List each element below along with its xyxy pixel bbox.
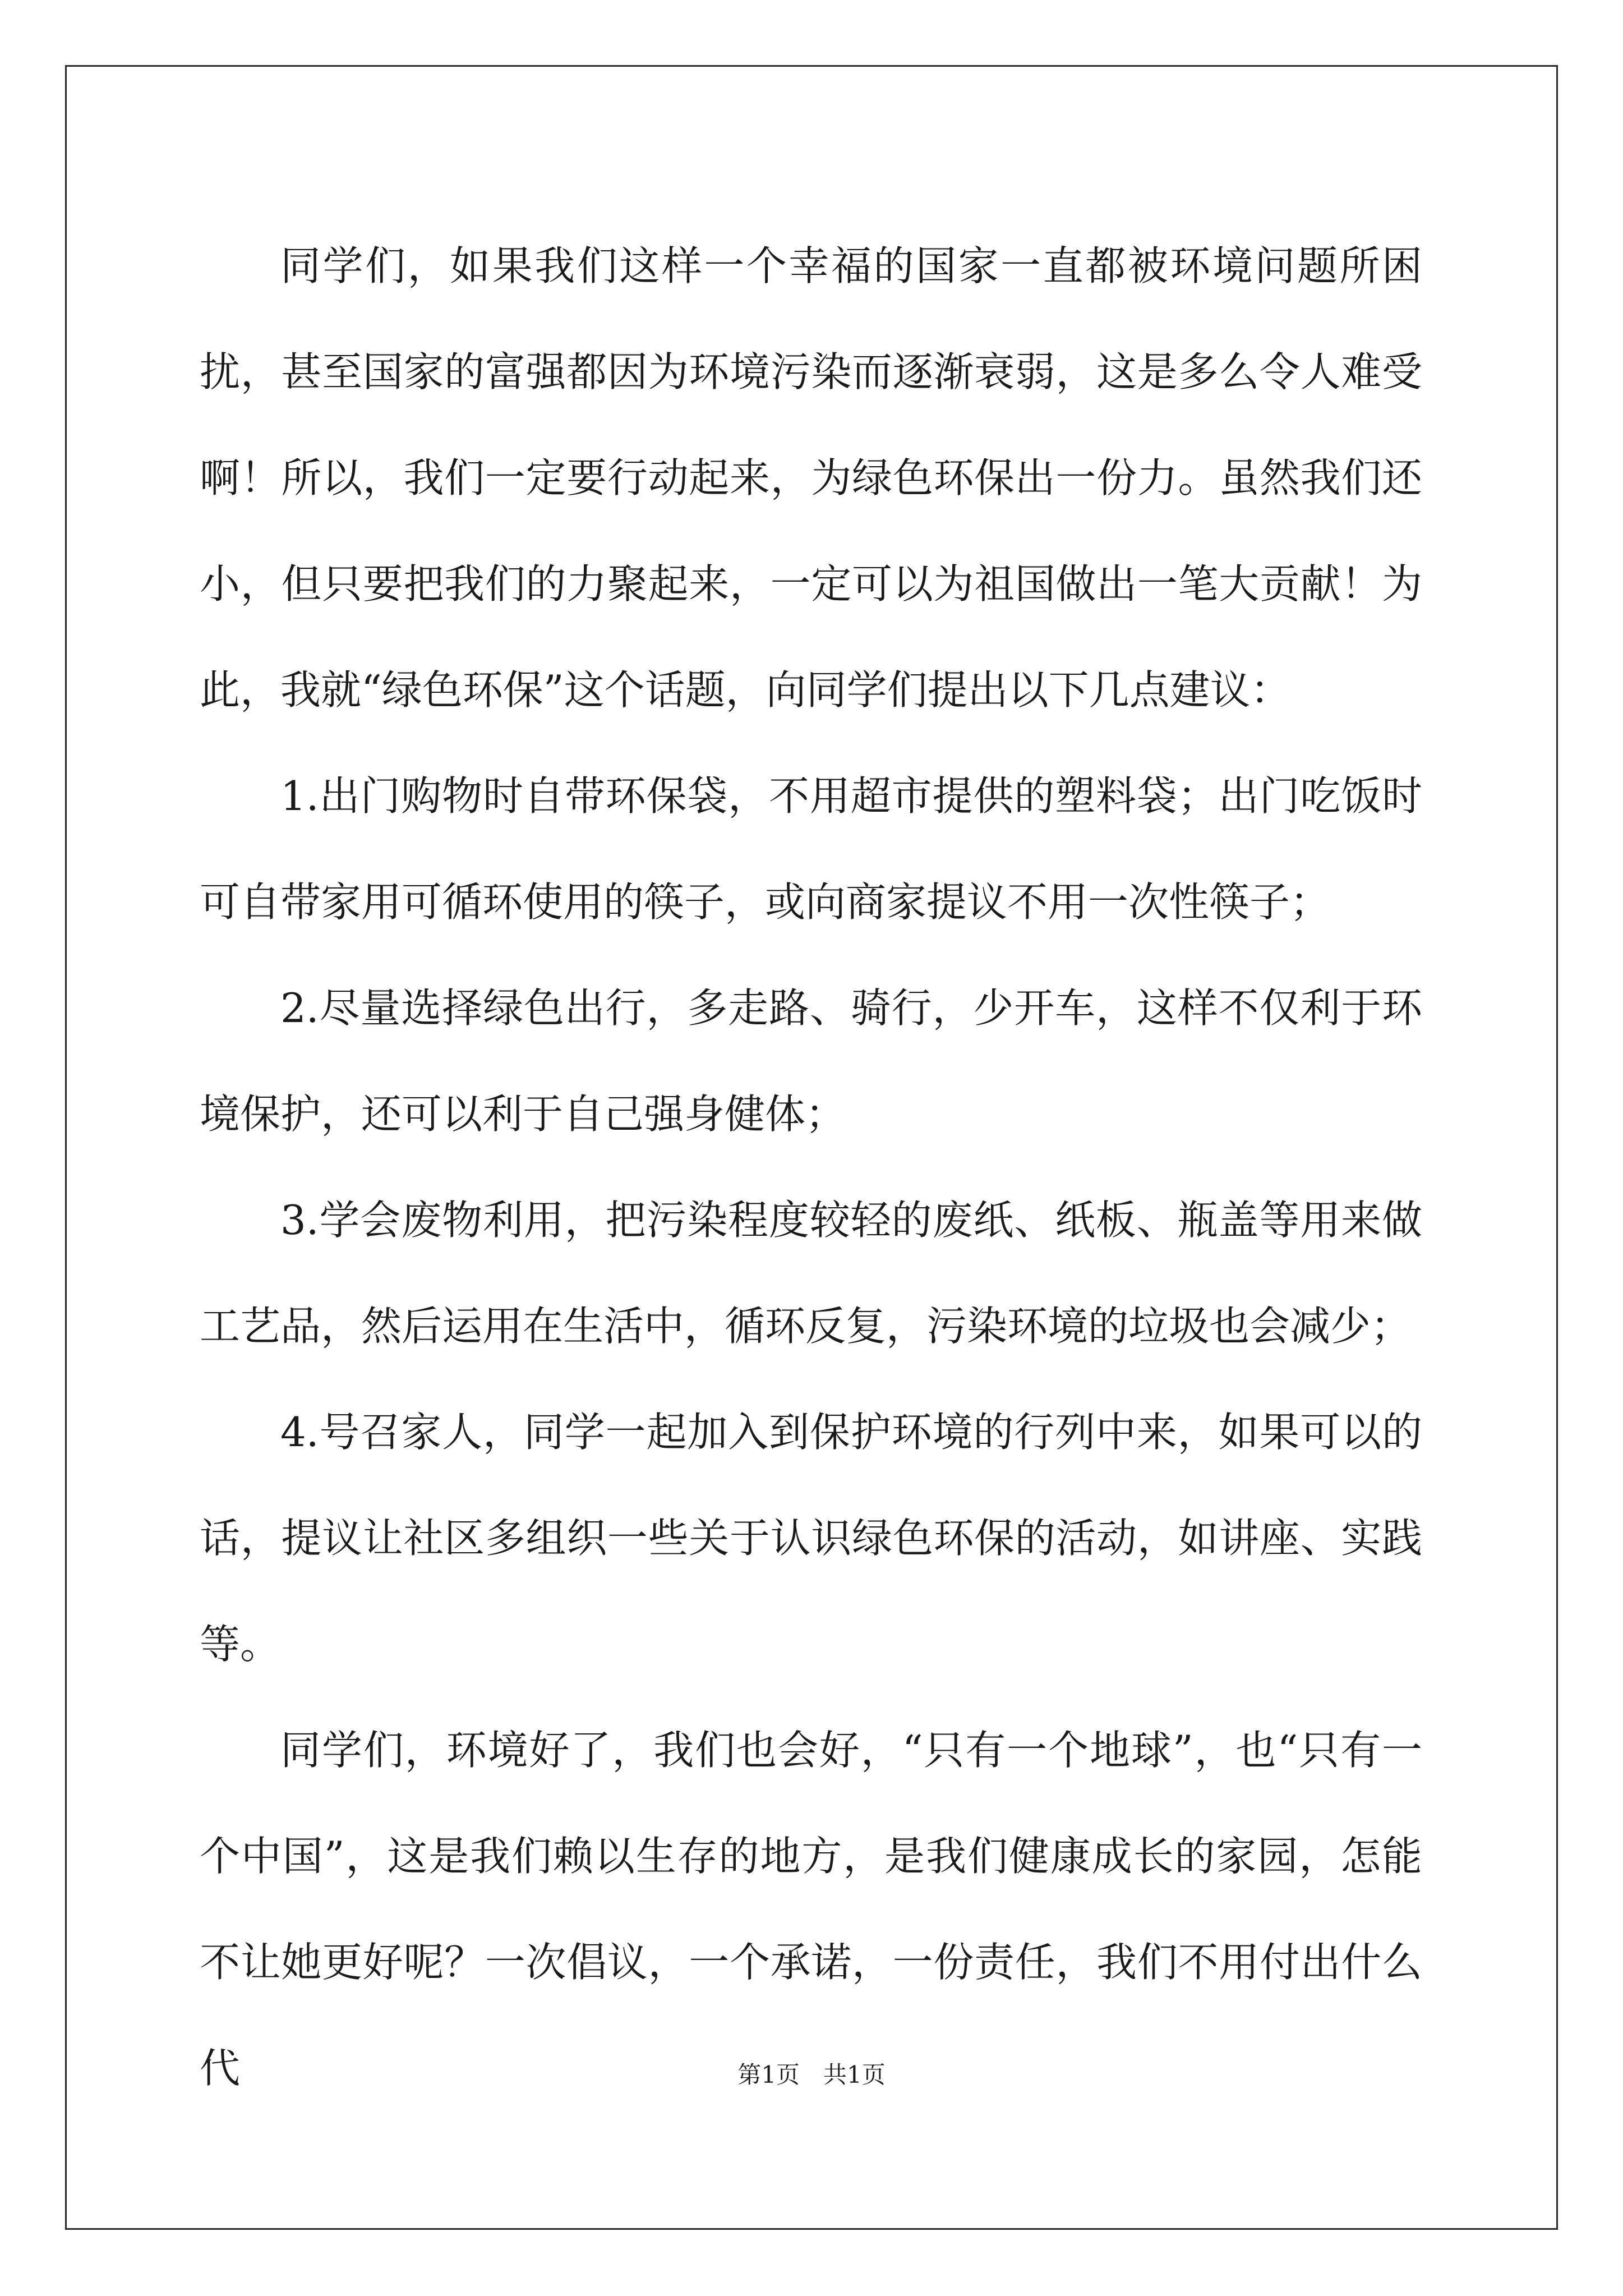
paragraph-closing: 同学们，环境好了，我们也会好，“只有一个地球”，也“只有一个中国”，这是我们赖以生存的地方，是我们健康成长的家园，怎能不让她更好呢？一次倡议，一个承诺，一份责任，我们不用付出什么代 (200, 1727, 1422, 2092)
page-number-footer: 第1页 共1页 (737, 2061, 886, 2088)
paragraph-suggestion-2: 2.尽量选择绿色出行，多走路、骑行，少开车，这样不仅利于环境保护，还可以利于自己强身健体； (200, 984, 1422, 1138)
paragraph-intro: 同学们，如果我们这样一个幸福的国家一直都被环境问题所困扰，甚至国家的富强都因为环境污染而逐渐衰弱，这是多么令人难受啊！所以，我们一定要行动起来，为绿色环保出一份力。虽然我们还小，但只要把我们的力聚起来，一定可以为祖国做出一笔大贡献！为此，我就“绿色环保”这个话题，向同学们提出以下几点建议： (200, 242, 1422, 714)
document-body (200, 213, 1422, 2122)
paragraph-suggestion-1: 1.出门购物时自带环保袋，不用超市提供的塑料袋；出门吃饭时可自带家用可循环使用的筷子，或向商家提议不用一次性筷子； (200, 772, 1422, 926)
paragraph-suggestion-3: 3.学会废物利用，把污染程度较轻的废纸、纸板、瓶盖等用来做工艺品，然后运用在生活中，循环反复，污染环境的垃圾也会减少； (200, 1197, 1422, 1350)
paragraph-suggestion-4: 4.号召家人，同学一起加入到保护环境的行列中来，如果可以的话，提议让社区多组织一些关于认识绿色环保的活动，如讲座、实践等。 (200, 1409, 1422, 1668)
